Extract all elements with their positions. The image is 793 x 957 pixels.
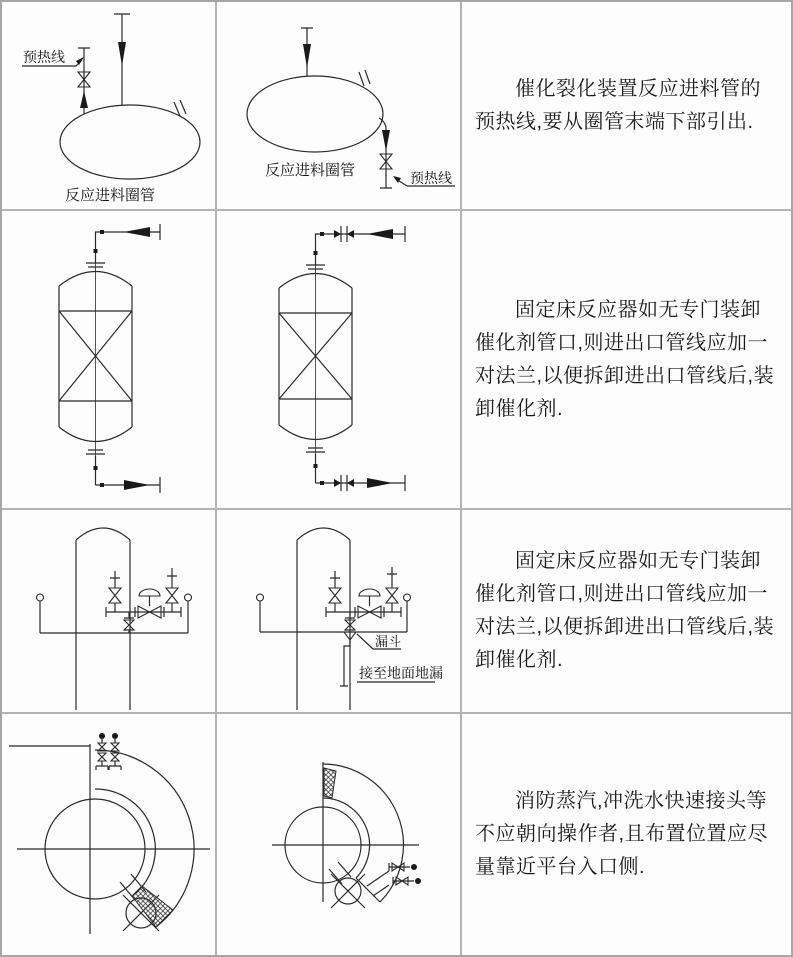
cell-row1-left — [2, 2, 215, 209]
cell-row4-left — [2, 714, 215, 955]
preheat-label: 预热线 — [23, 49, 65, 65]
diagram-plan-right — [217, 714, 460, 955]
note-text-row4: 消防蒸汽,冲洗水快速接头等不应朝向操作者,且布置位置应尽量靠近平台入口侧. — [475, 790, 769, 878]
cell-row2-note — [462, 211, 791, 508]
cell-row4-right — [217, 714, 460, 955]
diagram-feed-ring-right — [217, 2, 460, 209]
preheat-label: 预热线 — [410, 170, 452, 186]
feed-ring-caption: 反应进料圈管 — [265, 162, 356, 179]
piping-lines — [257, 528, 436, 710]
note-text-row1: 催化裂化装置反应进料管的预热线,要从圈管末端下部引出. — [475, 77, 761, 133]
cell-row3-left — [2, 510, 215, 712]
quick-coupling-group — [389, 863, 421, 885]
feed-ring-caption: 反应进料圈管 — [64, 187, 156, 204]
funnel-label: 漏斗 — [375, 634, 402, 649]
diagram-column-left — [2, 510, 215, 712]
cell-row3-note — [462, 510, 791, 712]
quick-coupling — [389, 863, 417, 871]
bottom-piping — [306, 448, 405, 491]
cell-row1-note — [462, 2, 791, 209]
cell-row2-left — [2, 211, 215, 508]
diagram-feed-ring-left — [2, 2, 215, 209]
cell-row2-right — [217, 211, 460, 508]
diagram-column-right — [217, 510, 460, 712]
cell-row3-right — [217, 510, 460, 712]
quick-coupling — [96, 733, 108, 770]
note-text-row3: 固定床反应器如无专门装卸催化剂管口,则进出口管线应加一对法兰,以便拆卸进出口管线后,装卸催化剂. — [475, 550, 775, 671]
plan-lines — [272, 762, 419, 908]
plan-lines — [9, 744, 210, 934]
piping-lines — [37, 528, 192, 710]
diagram-plan-left — [2, 714, 215, 955]
floor-drain-label: 接至地面地漏 — [359, 665, 443, 681]
bottom-piping — [86, 450, 160, 493]
top-piping — [86, 224, 160, 267]
quick-coupling — [393, 877, 421, 885]
piping-lines — [22, 14, 200, 179]
cell-row1-right — [217, 2, 460, 209]
top-piping — [306, 226, 405, 269]
vessel-lines — [59, 261, 132, 481]
quick-coupling — [109, 733, 121, 770]
diagram-reactor-right — [217, 211, 460, 508]
diagram-reactor-left — [2, 211, 215, 508]
note-text-row2: 固定床反应器如无专门装卸催化剂管口,则进出口管线应加一对法兰,以便拆卸进出口管线后,装卸催化剂. — [475, 298, 775, 420]
vessel-lines — [279, 263, 352, 479]
cell-row4-note — [462, 714, 791, 955]
quick-coupling-group — [96, 733, 121, 770]
